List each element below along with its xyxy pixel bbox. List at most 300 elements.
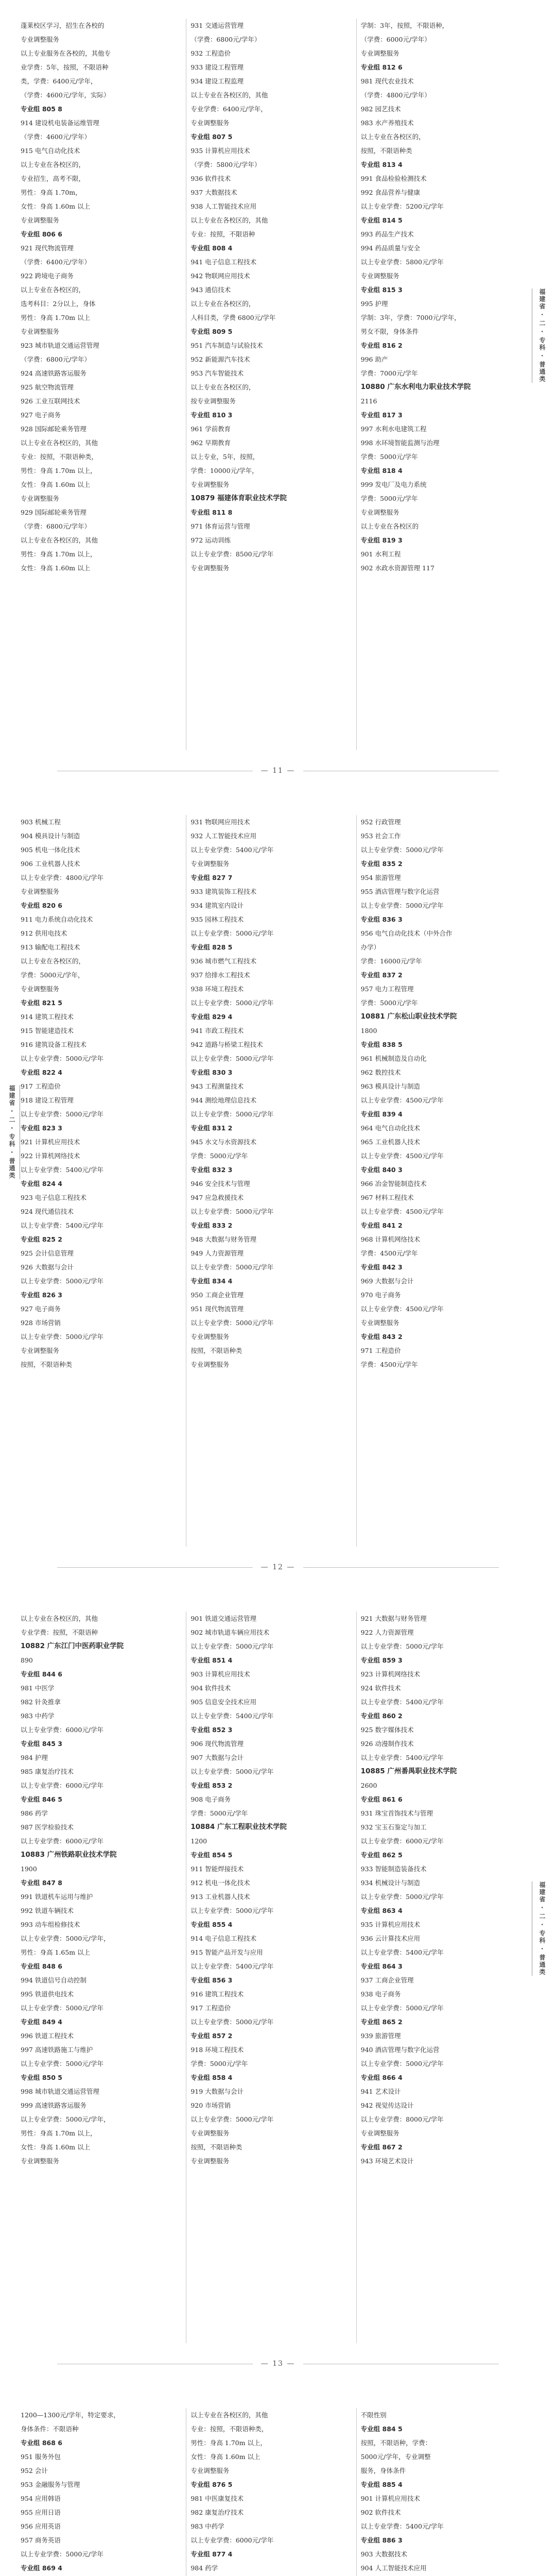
text-line: 以上专业学费：4500元/学年 <box>360 1096 444 1104</box>
text-line: 953 金融服务与管理 <box>21 2481 80 2488</box>
text-line: 938 环境工程技术 <box>190 985 244 993</box>
text-line: 专业组 867 2 <box>360 2143 403 2151</box>
text-line: 998 水环境智能监测与治理 <box>360 439 440 447</box>
text-line: 997 水利水电建筑工程 <box>360 425 427 433</box>
text-line: 995 护理 <box>360 300 388 308</box>
text-column <box>190 19 352 750</box>
text-line: 女性：身高 1.60m 以上 <box>21 202 91 210</box>
text-line: 911 电力系统自动化技术 <box>21 916 93 923</box>
text-line: 942 视觉传达设计 <box>360 2102 414 2109</box>
text-line: 以上专业在各校区的，其他 <box>190 216 268 224</box>
text-line: 以上专业学费：5400元/学年 <box>360 1948 444 1956</box>
text-line: 女性：身高 1.60m 以上 <box>190 2453 260 2461</box>
text-line: 专业学费：按照，不限语种 <box>21 1629 98 1636</box>
text-line: （学费：4800元/学年） <box>360 91 431 99</box>
text-line: 专业组 863 4 <box>360 1907 403 1914</box>
text-line: 专业组 826 3 <box>21 1291 62 1299</box>
text-line: 以上专业学费：5400元/学年 <box>21 1166 104 1174</box>
text-line: 901 铁道交通运营管理 <box>190 1615 257 1622</box>
text-line: 937 大数据技术 <box>190 189 237 196</box>
text-line: 专业组 843 2 <box>360 1333 403 1341</box>
text-line: 专业组 848 6 <box>21 1962 62 1970</box>
text-line: 专业组 810 3 <box>190 411 233 419</box>
text-line: 专业调整服务 <box>21 1347 60 1354</box>
text-line: 专业组 814 5 <box>360 216 403 224</box>
text-line: 941 电子信息工程技术 <box>190 258 257 266</box>
text-line: 903 计算机应用技术 <box>190 1670 250 1678</box>
text-line: 以上专业学费：5000元/学年 <box>21 1110 104 1118</box>
text-line: 专业组 806 6 <box>21 230 62 238</box>
text-line: 10885 广州番禺职业技术学院 <box>360 1767 457 1775</box>
text-line: 以上专业学费：5400元/学年 <box>190 1712 274 1720</box>
text-line: 专业组 828 5 <box>190 943 233 951</box>
text-line: 933 智能制造装备技术 <box>360 1865 427 1873</box>
text-line: 学费：5000元/学年 <box>190 1152 248 1160</box>
text-line: 1200 <box>190 1837 207 1845</box>
text-line: 专业组 877 4 <box>190 2550 233 2558</box>
text-line: 专业组 834 4 <box>190 1277 233 1285</box>
text-line: 专业组 830 3 <box>190 1069 233 1076</box>
page-number: — 13 — <box>0 2360 556 2368</box>
text-line: 专业调整服务 <box>190 2129 230 2137</box>
text-line: 931 珠宝首饰技术与管理 <box>360 1809 433 1817</box>
text-line: 学费：5000元/学年 <box>190 1809 248 1817</box>
text-line: 952 新能源汽车技术 <box>190 355 250 363</box>
text-line: 932 工程造价 <box>190 49 231 57</box>
text-line: 904 人工智能技术应用 <box>360 2564 427 2572</box>
text-line: 954 旅游管理 <box>360 874 401 882</box>
text-column <box>361 1612 522 2343</box>
text-line: 以上专业学费：5000元/学年 <box>190 1055 274 1062</box>
text-column <box>361 2408 522 2576</box>
text-line: 982 康复治疗技术 <box>190 2509 244 2516</box>
text-line: 女性：身高 1.60m 以上 <box>21 2143 91 2151</box>
text-line: 908 电子商务 <box>190 1795 231 1803</box>
text-line: 男女不限，身体条件 <box>360 328 419 335</box>
text-line: 964 电气自动化技术 <box>360 1124 420 1132</box>
text-line: 944 测绘地理信息技术 <box>190 1096 257 1104</box>
text-line: 专业组 813 4 <box>360 161 403 168</box>
text-line: 办学） <box>360 943 380 951</box>
text-line: 922 跨境电子商务 <box>21 272 74 280</box>
text-line: 981 中医学 <box>21 1684 55 1692</box>
text-line: 932 宝玉石鉴定与加工 <box>360 1823 427 1831</box>
text-line: 专业调整服务 <box>21 888 60 895</box>
text-line: 904 软件技术 <box>190 1684 231 1692</box>
text-line: 以上专业学费：4500元/学年 <box>360 1152 444 1160</box>
text-line: 954 应用韩语 <box>21 2495 61 2502</box>
text-line: 966 冶金智能制造技术 <box>360 1180 427 1188</box>
text-line: 蓬莱校区学习，招生在各校的 <box>21 22 105 29</box>
text-line: 以上专业在各校区的， <box>360 133 425 141</box>
document-page <box>0 796 556 1593</box>
text-line: 专业组 807 5 <box>190 133 233 141</box>
text-line: 968 计算机网络技术 <box>360 1235 420 1243</box>
text-line: （学费：4600元/学年，实际） <box>21 91 110 99</box>
text-line: 专业组 865 2 <box>360 2018 403 2026</box>
text-line: 925 会计信息管理 <box>21 1249 74 1257</box>
text-line: 940 酒店管理与数字化运营 <box>360 2046 440 2054</box>
side-section-label: 福建省 · 二 · 专科 · 普通类 <box>5 1085 20 1179</box>
text-line: 专业组 857 2 <box>190 2032 233 2040</box>
text-line: 女性：身高 1.60m 以上 <box>21 481 91 488</box>
text-column <box>190 815 352 1547</box>
text-line: 以上专业学费：5000元/学年 <box>21 2060 104 2067</box>
text-line: 以上专业在各校区的，其他 <box>21 1615 98 1622</box>
text-line: 915 智能产品开发与应用 <box>190 1948 263 1956</box>
text-line: 935 计算机应用技术 <box>360 1921 420 1928</box>
text-line: 专业调整服务 <box>190 860 230 868</box>
column-container <box>21 2408 522 2576</box>
text-line: 专业组 819 3 <box>360 536 403 544</box>
text-line: 以上专业学费：5400元/学年 <box>360 1698 444 1706</box>
text-line: 926 动漫制作技术 <box>360 1740 414 1748</box>
text-line: 专业组 861 6 <box>360 1795 403 1803</box>
text-line: 专业组 885 4 <box>360 2481 403 2488</box>
text-line: 人科目类，学费 6800元/学年 <box>190 314 276 321</box>
text-line: 专业组 825 2 <box>21 1235 62 1243</box>
text-line: 学制：3年，学费：7000元/学年， <box>360 314 461 321</box>
text-line: 专业组 846 5 <box>21 1795 62 1803</box>
text-line: 以上专业在各校区的， <box>21 957 85 965</box>
text-line: 专业组 833 2 <box>190 1222 233 1229</box>
text-line: 925 数字媒体技术 <box>360 1726 414 1734</box>
text-line: 993 动车组检修技术 <box>21 1921 80 1928</box>
text-line: 专业组 876 5 <box>190 2481 233 2488</box>
text-line: 学费：5000元/学年， <box>21 971 84 979</box>
text-line: 以上专业学费：5000元/学年 <box>190 1907 274 1914</box>
text-line: 907 大数据与会计 <box>190 1754 244 1761</box>
text-line: 993 药品生产技术 <box>360 230 414 238</box>
text-line: 956 电气自动化技术（中外合作 <box>360 929 453 937</box>
text-line: 专业调整服务 <box>21 216 60 224</box>
text-line: 981 中医康复技术 <box>190 2495 244 2502</box>
text-line: 以上专业学费：5400元/学年 <box>190 1962 274 1970</box>
text-line: 945 水文与水资源技术 <box>190 1138 257 1146</box>
text-line: 以上专业学费：5000元/学年， <box>21 1935 110 1942</box>
text-line: 916 建筑设备工程技术 <box>21 1041 86 1048</box>
text-line: 不限性别 <box>360 2411 387 2419</box>
text-line: 专业组 869 4 <box>21 2564 62 2572</box>
text-line: 专业组 816 2 <box>360 342 403 349</box>
text-line: 950 工商企业管理 <box>190 1291 244 1299</box>
text-line: 912 供用电技术 <box>21 929 67 937</box>
text-line: 专业组 839 4 <box>360 1110 403 1118</box>
text-line: 专业调整服务 <box>21 328 60 335</box>
text-line: 以上专业学费：5400元/学年 <box>360 2522 444 2530</box>
text-line: 986 药学 <box>21 1809 48 1817</box>
text-line: 以上专业在各校区的， <box>190 383 255 391</box>
text-line: 以上专业学费：5000元/学年 <box>21 1333 104 1341</box>
text-line: 以上专业学费：5000元/学年 <box>190 1110 274 1118</box>
text-line: 984 护理 <box>21 1754 48 1761</box>
page-number: — 11 — <box>0 767 556 775</box>
text-line: 996 助产 <box>360 355 388 363</box>
text-line: 专业组 809 5 <box>190 328 233 335</box>
text-line: 933 建设工程管理 <box>190 63 244 71</box>
text-line: 女性：身高 1.60m 以上 <box>21 564 91 572</box>
text-line: 5000元/学年，专业调整 <box>360 2453 431 2461</box>
text-line: 专业调整服务 <box>21 985 60 993</box>
text-line: 专业组 822 4 <box>21 1069 62 1076</box>
text-line: （学费：6400元/学年） <box>21 258 91 266</box>
text-line: 男性：身高 1.65m 以上 <box>21 1948 91 1956</box>
text-column <box>190 2408 352 2576</box>
text-line: 10879 福建体育职业技术学院 <box>190 494 287 502</box>
text-line: （学费：6800元/学年） <box>190 36 261 43</box>
text-line: 以上专业在各校区的，其他 <box>190 91 268 99</box>
text-line: 904 模具设计与制造 <box>21 832 80 840</box>
text-line: 995 铁道供电技术 <box>21 1990 74 1998</box>
text-line: 专业组 827 7 <box>190 874 233 882</box>
text-line: 956 应用英语 <box>21 2522 61 2530</box>
text-line: 2116 <box>360 397 377 405</box>
text-line: 982 针灸推拿 <box>21 1698 61 1706</box>
text-line: 1900 <box>21 1865 37 1873</box>
text-line: 939 旅游管理 <box>360 2032 401 2040</box>
text-line: 951 现代物流管理 <box>190 1305 244 1313</box>
text-line: 学费：16000元/学年 <box>360 957 422 965</box>
text-line: 专业调整服务 <box>21 495 60 502</box>
text-line: 专业组 818 4 <box>360 467 403 474</box>
text-line: 以上专业学费：5000元/学年 <box>190 2018 274 2026</box>
text-line: 963 模具设计与制造 <box>360 1082 420 1090</box>
text-line: 以上专业学费：5000元/学年 <box>21 2550 104 2558</box>
text-line: 以上专业学费：6000元/学年 <box>21 1837 104 1845</box>
text-line: 942 物联网应用技术 <box>190 272 250 280</box>
text-line: 905 机电一体化技术 <box>21 846 80 854</box>
text-line: 906 工业机器人技术 <box>21 860 80 868</box>
text-line: 以上专业学费：6000元/学年 <box>190 2536 274 2544</box>
text-line: 961 机械制造及自动化 <box>360 1055 427 1062</box>
text-line: 936 云计算技术应用 <box>360 1935 420 1942</box>
text-line: 男性：身高 1.70m 以上， <box>21 2129 97 2137</box>
text-line: 901 水利工程 <box>360 550 401 558</box>
text-line: 专业组 851 4 <box>190 1656 233 1664</box>
text-line: 2600 <box>360 1782 377 1789</box>
text-line: 专业组 854 5 <box>190 1851 233 1859</box>
text-line: 923 计算机网络技术 <box>360 1670 420 1678</box>
text-line: 903 机械工程 <box>21 818 61 826</box>
text-line: 921 现代物流管理 <box>21 244 74 252</box>
text-line: 998 城市轨道交通运营管理 <box>21 2088 99 2095</box>
text-line: 992 食品营养与健康 <box>360 189 420 196</box>
document-page <box>0 0 556 796</box>
text-column <box>21 815 182 1547</box>
text-line: 以上专业学费：5000元/学年 <box>190 2115 274 2123</box>
text-line: 以上专业学费：5000元/学年 <box>190 1319 274 1327</box>
text-line: 专业组 829 4 <box>190 1013 233 1021</box>
text-line: 专业：按照，不限语种类， <box>21 453 98 461</box>
text-line: 937 工商企业管理 <box>360 1976 414 1984</box>
text-line: 以上专业学费：8000元/学年 <box>360 2115 444 2123</box>
text-line: 997 高速铁路施工与维护 <box>21 2046 93 2054</box>
text-line: 专业调整服务 <box>360 509 399 516</box>
text-column <box>21 1612 182 2343</box>
text-line: 948 大数据与财务管理 <box>190 1235 257 1243</box>
text-line: 947 应急救援技术 <box>190 1194 244 1201</box>
text-line: 身体条件：不限语种 <box>21 2425 79 2433</box>
text-line: 10882 广东江门中医药职业学院 <box>21 1642 124 1650</box>
text-line: 924 现代通信技术 <box>21 1208 74 1215</box>
text-line: 专业组 886 3 <box>360 2536 403 2544</box>
text-line: 专业组 835 2 <box>360 860 403 868</box>
text-line: 955 应用日语 <box>21 2509 61 2516</box>
text-line: 男性：身高 1.70m 以上 <box>21 314 91 321</box>
text-line: 934 机械设计与制造 <box>360 1879 420 1887</box>
column-divider <box>356 1612 357 2343</box>
text-line: 927 电子商务 <box>21 411 61 419</box>
text-line: 以上专业学费：5000元/学年 <box>21 2004 104 2012</box>
text-line: 912 机电一体化技术 <box>190 1879 250 1887</box>
text-line: 专业组 852 3 <box>190 1726 233 1734</box>
text-line: 943 通信技术 <box>190 286 231 294</box>
text-line: 专业招生，高考不限， <box>21 175 85 182</box>
column-container <box>21 815 522 1547</box>
text-line: （学费：6000元/学年） <box>360 36 431 43</box>
text-line: 专业调整服务 <box>190 481 230 488</box>
text-line: 以上专业学费：5000元/学年 <box>360 1893 444 1901</box>
text-line: 941 艺术设计 <box>360 2088 401 2095</box>
text-line: 按照，不限语种类 <box>190 2143 242 2151</box>
text-line: 962 早期教育 <box>190 439 231 447</box>
text-line: 以上专业在各校区的 <box>360 522 419 530</box>
text-line: 890 <box>21 1656 33 1664</box>
text-line: 以上专业学费：5000元/学年 <box>190 1263 274 1271</box>
text-line: 949 人力资源管理 <box>190 1249 244 1257</box>
text-line: 专业组 817 3 <box>360 411 403 419</box>
text-line: 专业组 831 2 <box>190 1124 233 1132</box>
text-line: 以上专业学费：8500元/学年 <box>190 550 274 558</box>
text-line: 以上专业学费：5000元/学年 <box>21 1277 104 1285</box>
text-line: 专业组 840 3 <box>360 1166 403 1174</box>
text-line: 918 环境工程技术 <box>190 2046 244 2054</box>
text-line: 专业调整服务 <box>21 2157 60 2165</box>
text-line: 以上专业学费：4500元/学年 <box>360 1208 444 1215</box>
text-line: 专业：按照，不限语种类， <box>190 2425 268 2433</box>
page-number: — 12 — <box>0 1563 556 1571</box>
text-line: 929 国际邮轮乘务管理 <box>21 509 86 516</box>
text-line: 专业调整服务 <box>190 119 230 127</box>
text-line: 902 软件技术 <box>360 2509 401 2516</box>
text-line: 男性：身高 1.70m 以上， <box>190 2439 267 2447</box>
text-line: 962 数控技术 <box>360 1069 401 1076</box>
text-line: 927 电子商务 <box>21 1305 61 1313</box>
text-line: 专业组 832 3 <box>190 1166 233 1174</box>
text-line: 955 酒店管理与数字化运营 <box>360 888 440 895</box>
text-line: 以上专业学费：5000元/学年 <box>190 999 274 1007</box>
text-line: 男性：身高 1.70m 以上， <box>21 467 97 474</box>
text-line: 以上专业学费：4800元/学年 <box>21 874 104 882</box>
text-line: 专业组 858 4 <box>190 2074 233 2081</box>
text-line: 专业组 841 2 <box>360 1222 403 1229</box>
text-line: 专业组 864 3 <box>360 1962 403 1970</box>
text-line: 以上专业学费：6000元/学年 <box>21 1726 104 1734</box>
text-line: 985 康复治疗技术 <box>21 1768 74 1775</box>
text-line: 914 建设机电装备运维管理 <box>21 119 99 127</box>
text-line: 999 发电厂及电力系统 <box>360 481 427 488</box>
document-page <box>0 2389 556 2576</box>
text-line: 942 道路与桥梁工程技术 <box>190 1041 263 1048</box>
text-line: 业学费：5年，按照，不限语种 <box>21 63 109 71</box>
text-line: 专业调整服务 <box>360 2129 399 2137</box>
text-line: 以上专业学费：5000元/学年 <box>360 2004 444 2012</box>
text-line: 专业组 821 5 <box>21 999 62 1007</box>
text-line: 938 电子商务 <box>360 1990 401 1998</box>
text-line: 913 输配电工程技术 <box>21 943 80 951</box>
text-line: 965 工业机器人技术 <box>360 1138 420 1146</box>
text-line: （学费：6800元/学年） <box>21 355 91 363</box>
text-line: 以上专业学费：6000元/学年 <box>360 1837 444 1845</box>
column-container <box>21 19 522 750</box>
text-line: 学费：5000元/学年 <box>360 453 418 461</box>
text-line: 以上专业学费：5000元/学年 <box>190 929 274 937</box>
text-line: （学费：4600元/学年） <box>21 133 91 141</box>
text-line: 1200—1300元/学年，特定要求， <box>21 2411 120 2419</box>
side-section-label: 福建省 · 二 · 专科 · 普通类 <box>532 289 547 383</box>
text-line: 924 高速铁路客运服务 <box>21 369 86 377</box>
text-line: 以上专业学费：5400元/学年 <box>360 1754 444 1761</box>
text-line: 941 市政工程技术 <box>190 1027 244 1035</box>
text-line: 专业组 836 3 <box>360 916 403 923</box>
text-line: 按照，不限语种类 <box>21 1361 73 1368</box>
text-line: 915 电气自动化技术 <box>21 147 80 155</box>
text-line: 934 建设工程监理 <box>190 77 244 85</box>
text-line: 971 体育运营与管理 <box>190 522 250 530</box>
text-line: 以上专业在各校区的， <box>21 286 85 294</box>
text-line: 专业组 824 4 <box>21 1180 62 1188</box>
text-line: 专业组 823 3 <box>21 1124 62 1132</box>
text-line: 学费：10000元/学年， <box>190 467 258 474</box>
column-divider <box>356 2408 357 2576</box>
text-line: 931 交通运营管理 <box>190 22 244 29</box>
text-line: 906 现代物流管理 <box>190 1740 244 1748</box>
text-line: 专业组 859 3 <box>360 1656 403 1664</box>
text-line: 按照，不限语种类 <box>190 1347 242 1354</box>
text-column <box>21 19 182 750</box>
text-line: 专业组 884 5 <box>360 2425 403 2433</box>
text-line: 以上专业学费：4500元/学年 <box>360 1305 444 1313</box>
text-line: 951 服务外包 <box>21 2453 61 2461</box>
text-line: 学制：3年，按照，不限语种， <box>360 22 449 29</box>
text-line: 928 国际邮轮乘务管理 <box>21 425 86 433</box>
text-line: 992 铁道车辆技术 <box>21 1907 74 1914</box>
text-line: 903 大数据技术 <box>360 2550 407 2558</box>
text-line: 943 工程测量技术 <box>190 1082 244 1090</box>
text-line: 专业调整服务 <box>360 1319 399 1327</box>
text-line: 专业调整服务 <box>21 36 60 43</box>
text-line: 914 电子信息工程技术 <box>190 1935 257 1942</box>
text-line: 以上专业学费：5400元/学年 <box>190 846 274 854</box>
text-column <box>190 1612 352 2343</box>
text-line: 男性：身高 1.70m 以上， <box>21 550 97 558</box>
text-line: 专业调整服务 <box>360 272 399 280</box>
text-line: 994 药品质量与安全 <box>360 244 420 252</box>
text-line: 按照，不限语种类 <box>360 147 412 155</box>
text-line: 923 城市轨道交通运营管理 <box>21 342 99 349</box>
text-line: 991 食品检验检测技术 <box>360 175 427 182</box>
text-line: 915 智能建造技术 <box>21 1027 74 1035</box>
text-line: 按专业调整服务 <box>190 397 236 405</box>
text-column <box>21 2408 182 2576</box>
text-line: 953 社会工作 <box>360 832 401 840</box>
text-line: 专业组 844 6 <box>21 1670 62 1678</box>
text-line: 以上专业在各校区的，其他 <box>190 2411 268 2419</box>
text-line: 918 建设工程管理 <box>21 1096 74 1104</box>
text-line: 以上专业学费：5000元/学年 <box>190 1768 274 1775</box>
text-line: 926 工业互联网技术 <box>21 397 80 405</box>
text-line: 以上专业学费：5000元/学年 <box>21 1055 104 1062</box>
